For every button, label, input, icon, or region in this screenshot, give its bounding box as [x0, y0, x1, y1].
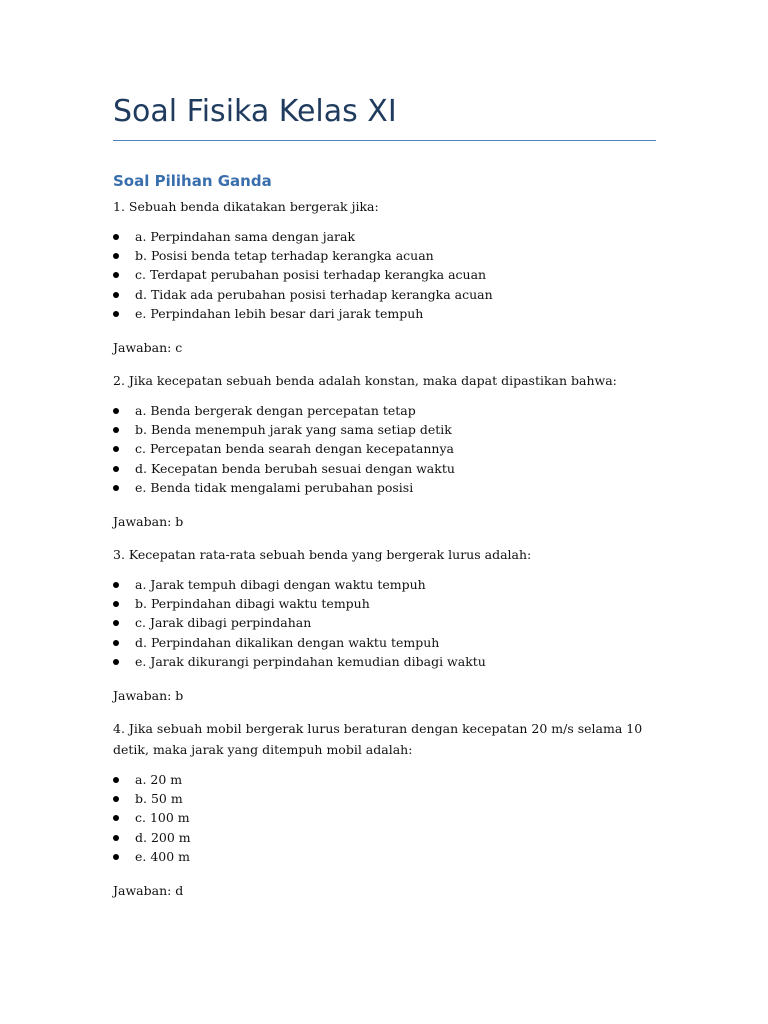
bullet-icon	[113, 311, 119, 317]
option-item	[113, 594, 656, 613]
option-item	[113, 770, 656, 789]
option-label: c. Jarak dibagi perpindahan	[135, 615, 312, 631]
option-label: e. Jarak dikurangi perpindahan kemudian dibagi waktu	[135, 653, 486, 669]
bullet-icon	[113, 601, 119, 607]
option-label: d. Kecepatan benda berubah sesuai dengan waktu	[135, 460, 455, 476]
option-label: a. Benda bergerak dengan percepatan tetap	[135, 403, 416, 419]
answer-text: Jawaban: b	[113, 688, 184, 704]
option-item	[113, 304, 656, 323]
option-item	[113, 633, 656, 652]
option-item	[113, 420, 656, 439]
option-list	[113, 227, 656, 323]
option-item	[113, 847, 656, 866]
answer-text: Jawaban: b	[113, 514, 184, 530]
bullet-icon	[113, 777, 119, 783]
section-heading: Soal Pilihan Ganda	[113, 172, 272, 190]
option-item	[113, 652, 656, 671]
option-label: c. Terdapat perubahan posisi terhadap kerangka acuan	[135, 267, 487, 283]
bullet-icon	[113, 485, 119, 491]
document-title: Soal Fisika Kelas XI	[113, 94, 397, 129]
bullet-icon	[113, 408, 119, 414]
answer-text: Jawaban: c	[113, 340, 183, 356]
bullet-icon	[113, 620, 119, 626]
option-label: e. Benda tidak mengalami perubahan posisi	[135, 479, 414, 495]
option-list	[113, 401, 656, 497]
option-label: b. Benda menempuh jarak yang sama setiap detik	[135, 422, 452, 438]
question-text: 2. Jika kecepatan sebuah benda adalah konstan, maka dapat dipastikan bahwa:	[113, 373, 617, 389]
question-text: 3. Kecepatan rata-rata sebuah benda yang bergerak lurus adalah:	[113, 547, 532, 563]
option-item	[113, 401, 656, 420]
question-1	[113, 196, 656, 358]
bullet-icon	[113, 640, 119, 646]
option-list	[113, 575, 656, 671]
option-label: b. Posisi benda tetap terhadap kerangka acuan	[135, 248, 434, 264]
option-item	[113, 246, 656, 265]
option-label: b. 50 m	[135, 791, 183, 807]
option-label: e. Perpindahan lebih besar dari jarak tempuh	[135, 305, 424, 321]
option-label: c. Percepatan benda searah dengan kecepatannya	[135, 441, 454, 457]
option-label: a. Jarak tempuh dibagi dengan waktu tempuh	[135, 577, 426, 593]
question-list	[113, 196, 656, 901]
bullet-icon	[113, 446, 119, 452]
option-item	[113, 227, 656, 246]
bullet-icon	[113, 815, 119, 821]
option-item	[113, 285, 656, 304]
option-label: e. 400 m	[135, 848, 191, 864]
question-text: 1. Sebuah benda dikatakan bergerak jika:	[113, 199, 379, 214]
question-2	[113, 370, 656, 532]
option-item	[113, 828, 656, 847]
bullet-icon	[113, 253, 119, 259]
option-item	[113, 265, 656, 284]
option-label: d. Perpindahan dikalikan dengan waktu tempuh	[135, 634, 440, 650]
option-item	[113, 575, 656, 594]
bullet-icon	[113, 796, 119, 802]
option-label: a. 20 m	[135, 772, 183, 788]
option-item	[113, 439, 656, 458]
question-3	[113, 544, 656, 706]
option-item	[113, 789, 656, 808]
bullet-icon	[113, 659, 119, 665]
bullet-icon	[113, 835, 119, 841]
bullet-icon	[113, 582, 119, 588]
option-label: c. 100 m	[135, 810, 190, 826]
option-list	[113, 770, 656, 866]
option-item	[113, 808, 656, 827]
bullet-icon	[113, 427, 119, 433]
bullet-icon	[113, 272, 119, 278]
option-label: a. Perpindahan sama dengan jarak	[135, 229, 356, 244]
option-item	[113, 459, 656, 478]
question-spacer	[113, 532, 656, 544]
option-label: d. Tidak ada perubahan posisi terhadap kerangka acuan	[135, 286, 493, 302]
question-4	[113, 718, 656, 901]
option-item	[113, 478, 656, 497]
title-underline	[113, 140, 656, 141]
bullet-icon	[113, 466, 119, 472]
answer-text: Jawaban: d	[113, 883, 184, 899]
question-text: 4. Jika sebuah mobil bergerak lurus beraturan dengan kecepatan 20 m/s selama 10 detik, maka jarak yang ditempuh mobil adalah:	[113, 721, 643, 758]
bullet-icon	[113, 292, 119, 298]
question-spacer	[113, 358, 656, 370]
bullet-icon	[113, 234, 119, 240]
bullet-icon	[113, 854, 119, 860]
option-label: d. 200 m	[135, 829, 191, 845]
question-spacer	[113, 706, 656, 718]
option-label: b. Perpindahan dibagi waktu tempuh	[135, 596, 370, 612]
option-item	[113, 613, 656, 632]
